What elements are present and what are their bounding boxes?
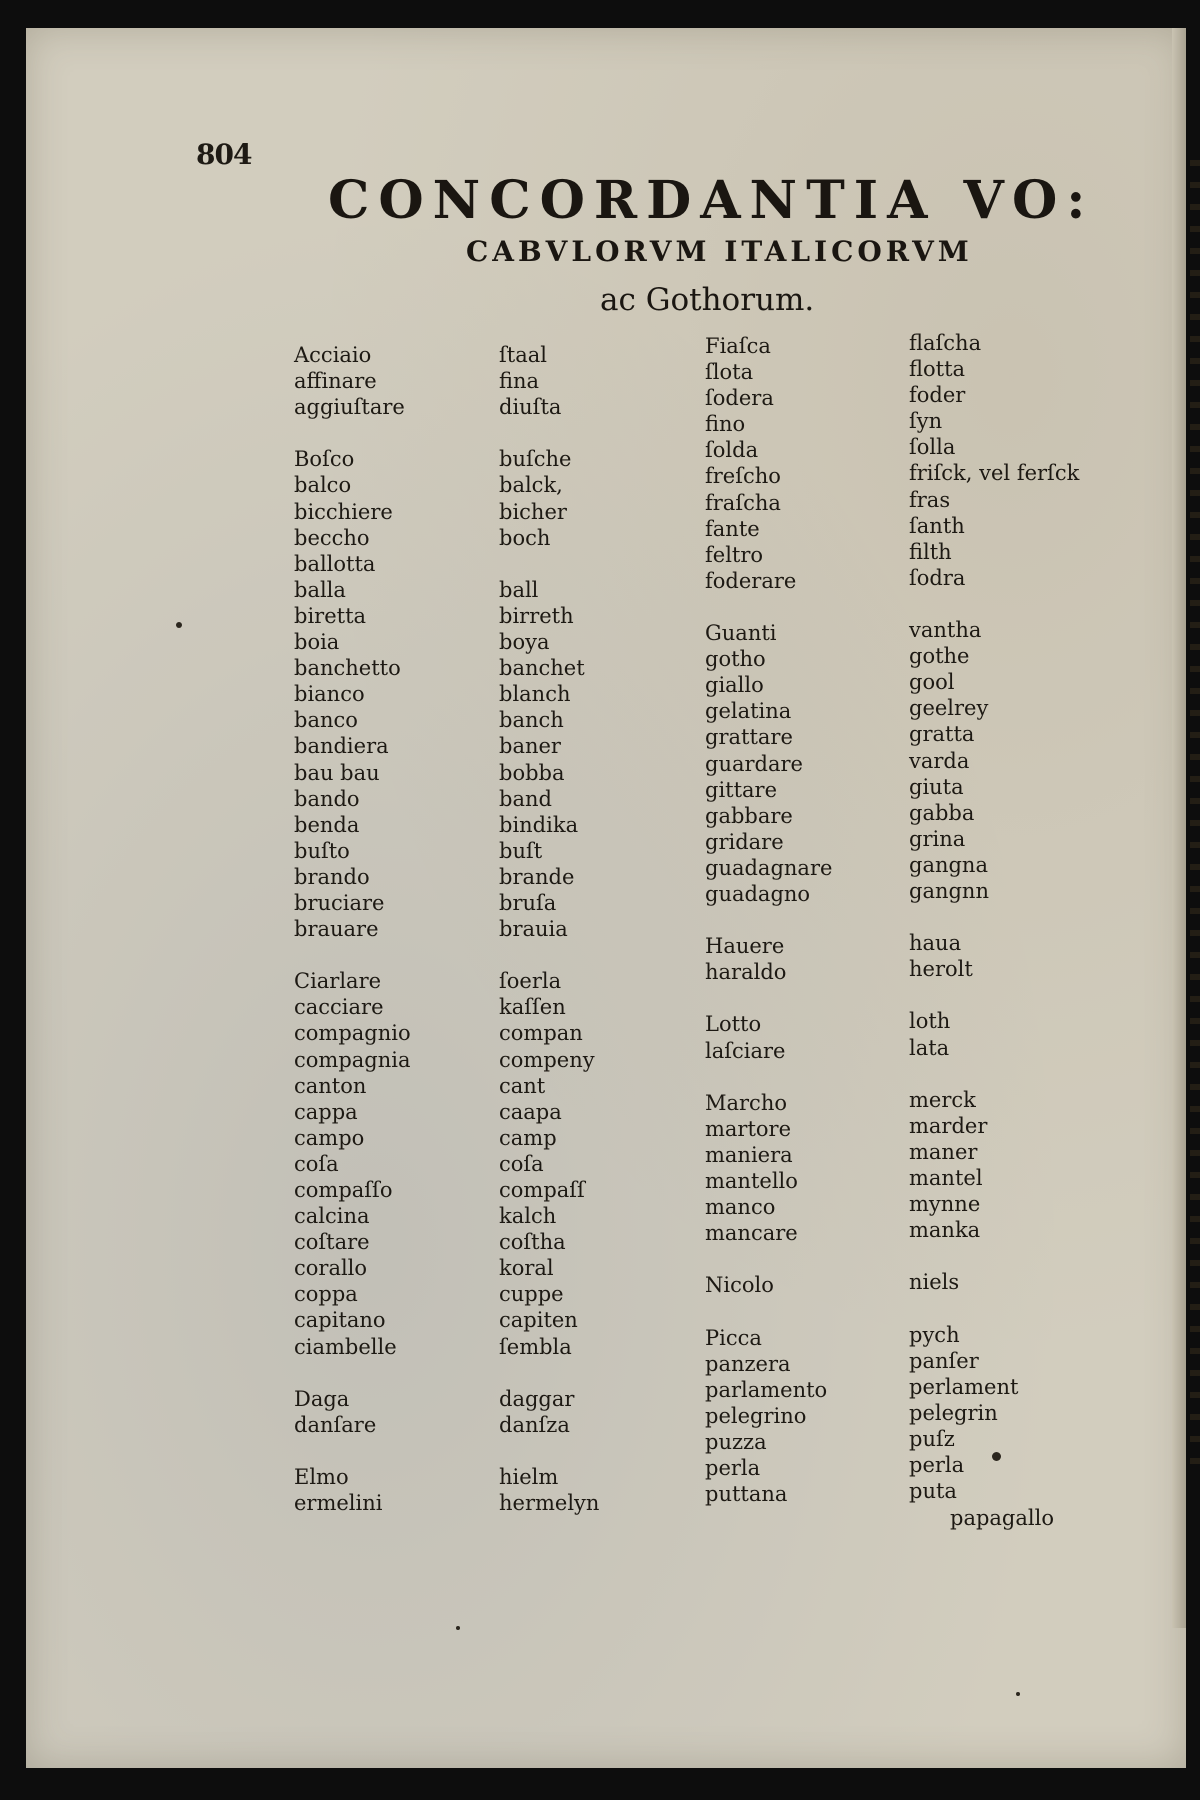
entry-gap <box>294 420 494 446</box>
word-entry: niels <box>909 1270 960 1295</box>
word-entry: boch <box>499 525 551 550</box>
word-entry: brande <box>499 864 575 889</box>
word-entry: Nicolo <box>705 1273 774 1298</box>
word-entry: gotho <box>705 647 766 672</box>
word-entry: campo <box>294 1125 365 1150</box>
entry-gap <box>705 985 905 1011</box>
word-entry: gabba <box>909 800 975 825</box>
word-entry: ciambelle <box>294 1334 397 1359</box>
word-entry: gabbare <box>705 803 793 828</box>
word-entry: panſer <box>909 1348 979 1373</box>
entry-gap <box>499 942 699 968</box>
word-entry: varda <box>909 748 970 773</box>
word-entry: daggar <box>499 1386 575 1411</box>
word-entry: kaſſen <box>499 995 566 1020</box>
word-entry: biretta <box>294 603 367 628</box>
word-entry: puſz <box>909 1426 955 1451</box>
word-entry: ſlota <box>705 360 754 385</box>
word-entry: compaſſo <box>294 1178 393 1202</box>
word-entry: gelatina <box>705 699 792 724</box>
entry-gap <box>294 1438 494 1464</box>
word-entry: diuſta <box>499 395 562 420</box>
word-entry: Ciarlare <box>294 969 382 994</box>
word-entry: mynne <box>909 1192 981 1217</box>
column-gothic-2 <box>909 330 1109 1504</box>
word-entry: bruciare <box>294 890 385 915</box>
word-entry: Elmo <box>294 1465 349 1490</box>
word-entry: guardare <box>705 751 803 776</box>
word-entry: coſtare <box>294 1230 370 1255</box>
word-entry: perla <box>705 1456 761 1481</box>
word-entry: compaſſ <box>499 1178 585 1202</box>
page-edge <box>1172 28 1186 1628</box>
entry-gap <box>705 1298 905 1324</box>
word-entry: calcina <box>294 1204 370 1229</box>
word-entry: bobba <box>499 760 565 785</box>
word-entry: ermelini <box>294 1491 383 1516</box>
word-entry: perla <box>909 1453 965 1478</box>
trailing-word: papagallo <box>950 1506 1054 1530</box>
word-entry: flaſcha <box>909 331 982 355</box>
word-entry: camp <box>499 1125 557 1150</box>
word-entry: gratta <box>909 722 975 747</box>
word-entry: herolt <box>909 957 973 982</box>
word-entry: fraſcha <box>705 490 781 515</box>
word-entry: Guanti <box>705 621 777 646</box>
word-entry: grina <box>909 826 966 851</box>
entry-gap <box>909 982 1109 1008</box>
word-entry: cappa <box>294 1099 358 1124</box>
word-entry: Fiaſca <box>705 334 771 358</box>
word-entry: mantel <box>909 1166 983 1190</box>
word-entry: bicchiere <box>294 499 393 524</box>
ink-speck <box>176 622 182 628</box>
word-entry: hielm <box>499 1465 559 1490</box>
word-entry: fras <box>909 487 951 512</box>
column-gothic-1 <box>499 342 699 1516</box>
ink-speck <box>992 1452 1001 1461</box>
word-entry: fina <box>499 369 540 394</box>
word-entry: Boſco <box>294 447 355 472</box>
word-entry: hermelyn <box>499 1491 600 1516</box>
word-entry: perlament <box>909 1374 1019 1399</box>
word-entry: manka <box>909 1218 981 1243</box>
word-entry: gangna <box>909 852 988 877</box>
word-entry: ſolda <box>705 438 759 463</box>
entry-gap <box>909 1243 1109 1269</box>
word-entry: ballotta <box>294 551 376 576</box>
word-entry: capiten <box>499 1308 578 1333</box>
word-entry: mancare <box>705 1221 798 1246</box>
word-entry: brando <box>294 864 370 889</box>
word-entry: coppa <box>294 1282 358 1307</box>
entry-gap <box>705 1064 905 1090</box>
word-entry: fante <box>705 516 760 541</box>
word-entry: ſodera <box>705 386 774 411</box>
word-entry: freſcho <box>705 464 781 489</box>
word-entry: compeny <box>499 1047 595 1072</box>
word-entry: banchetto <box>294 656 401 681</box>
title-line-2: CABVLORVM ITALICORVM <box>466 235 973 268</box>
entry-gap <box>499 1438 699 1464</box>
entry-gap <box>499 551 699 577</box>
word-entry: buſto <box>294 838 350 863</box>
word-entry: bianco <box>294 682 365 707</box>
word-entry: Hauere <box>705 934 785 959</box>
word-entry: balla <box>294 577 346 602</box>
word-entry: manco <box>705 1195 776 1220</box>
entry-gap <box>705 1246 905 1272</box>
word-entry: kalch <box>499 1204 557 1229</box>
column-italian-1 <box>294 342 494 1516</box>
word-entry: cacciare <box>294 995 384 1020</box>
word-entry: brauia <box>499 917 568 942</box>
word-entry: ſembla <box>499 1334 572 1359</box>
word-entry: gittare <box>705 777 778 802</box>
word-entry: compagnio <box>294 1021 411 1046</box>
entry-gap <box>909 904 1109 930</box>
entry-gap <box>294 1360 494 1386</box>
word-entry: guadagnare <box>705 855 833 880</box>
word-entry: benda <box>294 812 360 837</box>
word-entry: gothe <box>909 644 970 669</box>
word-entry: flotta <box>909 357 966 382</box>
word-entry: merck <box>909 1087 976 1112</box>
word-entry: danſza <box>499 1412 570 1437</box>
word-entry: gangnn <box>909 878 989 903</box>
word-entry: giuta <box>909 774 964 799</box>
entry-gap <box>705 907 905 933</box>
word-entry: parlamento <box>705 1377 828 1402</box>
word-entry: geelrey <box>909 696 989 721</box>
word-entry: blanch <box>499 682 571 707</box>
word-entry: boya <box>499 630 550 655</box>
word-entry: Daga <box>294 1386 350 1411</box>
word-entry: haraldo <box>705 960 787 985</box>
word-entry: martore <box>705 1116 792 1141</box>
word-entry: puta <box>909 1479 957 1504</box>
word-entry: coſa <box>499 1151 544 1176</box>
word-entry: banch <box>499 708 564 733</box>
word-entry: compagnia <box>294 1047 411 1072</box>
word-entry: ſtaal <box>499 343 547 367</box>
word-entry: fino <box>705 412 746 437</box>
word-entry: band <box>499 786 552 811</box>
word-entry: ſanth <box>909 513 965 538</box>
word-entry: brauare <box>294 917 379 942</box>
word-entry: beccho <box>294 525 370 550</box>
word-entry: bruſa <box>499 890 557 915</box>
word-entry: banco <box>294 708 358 733</box>
word-entry: vantha <box>909 618 982 643</box>
word-entry: puttana <box>705 1482 788 1507</box>
column-italian-2 <box>705 333 905 1507</box>
word-entry: laſciare <box>705 1038 786 1063</box>
word-entry: feltro <box>705 542 764 567</box>
title-line-1: CONCORDANTIA VO: <box>328 170 1095 231</box>
word-entry: gridare <box>705 829 784 854</box>
word-entry: ſyn <box>909 409 943 434</box>
word-entry: ſolla <box>909 435 956 460</box>
word-entry: gool <box>909 670 955 695</box>
word-entry: foderare <box>705 568 797 593</box>
word-entry: capitano <box>294 1308 386 1333</box>
word-entry: compan <box>499 1021 583 1046</box>
word-entry: bau bau <box>294 760 380 785</box>
word-entry: mantello <box>705 1169 798 1193</box>
word-entry: buſt <box>499 838 543 863</box>
word-entry: pych <box>909 1322 960 1347</box>
word-entry: baner <box>499 734 561 759</box>
entry-gap <box>909 1061 1109 1087</box>
word-entry: Acciaio <box>294 343 372 367</box>
word-entry: koral <box>499 1256 554 1281</box>
word-entry: pelegrin <box>909 1400 998 1425</box>
entry-gap <box>294 942 494 968</box>
word-entry: guadagno <box>705 881 811 906</box>
word-entry: ball <box>499 577 539 602</box>
word-entry: marder <box>909 1113 988 1138</box>
word-entry: bandiera <box>294 734 389 759</box>
facing-page-bleed <box>1190 160 1200 1480</box>
word-entry: banchet <box>499 656 585 681</box>
word-entry: coſtha <box>499 1230 566 1255</box>
word-entry: lata <box>909 1035 950 1060</box>
word-entry: Marcho <box>705 1090 787 1115</box>
word-entry: cuppe <box>499 1282 564 1307</box>
word-entry: haua <box>909 931 962 956</box>
word-entry: friſck, vel ferſck <box>909 461 1080 486</box>
word-entry: pelegrino <box>705 1403 807 1428</box>
word-entry: puzza <box>705 1429 767 1454</box>
word-entry: corallo <box>294 1256 368 1281</box>
word-entry: balco <box>294 473 352 498</box>
entry-gap <box>705 594 905 620</box>
entry-gap <box>499 420 699 446</box>
word-entry: birreth <box>499 603 574 628</box>
word-entry: coſa <box>294 1151 339 1176</box>
word-entry: bando <box>294 786 360 811</box>
word-entry: Lotto <box>705 1012 762 1037</box>
entry-gap <box>909 591 1109 617</box>
word-entry: giallo <box>705 673 764 698</box>
entry-gap <box>909 1295 1109 1321</box>
ink-speck <box>1016 1692 1020 1696</box>
page-number: 804 <box>196 138 252 171</box>
word-entry: caapa <box>499 1099 562 1124</box>
word-entry: ſoerla <box>499 969 562 994</box>
ink-speck <box>456 1626 460 1630</box>
word-entry: danſare <box>294 1412 377 1437</box>
word-entry: maner <box>909 1139 978 1164</box>
word-entry: canton <box>294 1073 367 1098</box>
word-entry: foder <box>909 383 966 408</box>
word-entry: grattare <box>705 725 793 750</box>
word-entry: loth <box>909 1009 951 1034</box>
word-entry: bindika <box>499 812 579 837</box>
word-entry: affinare <box>294 369 377 394</box>
word-entry: cant <box>499 1073 546 1098</box>
word-entry: filth <box>909 539 952 564</box>
word-entry: aggiuſtare <box>294 395 405 420</box>
title-line-3: ac Gothorum. <box>600 282 815 318</box>
word-entry: buſche <box>499 447 572 472</box>
word-entry: boia <box>294 630 340 655</box>
word-entry: maniera <box>705 1142 793 1167</box>
word-entry: panzera <box>705 1351 791 1376</box>
word-entry: Picca <box>705 1325 762 1350</box>
word-entry: balck, <box>499 473 563 498</box>
word-entry: ſodra <box>909 565 966 590</box>
entry-gap <box>499 1360 699 1386</box>
word-entry: bicher <box>499 499 567 524</box>
